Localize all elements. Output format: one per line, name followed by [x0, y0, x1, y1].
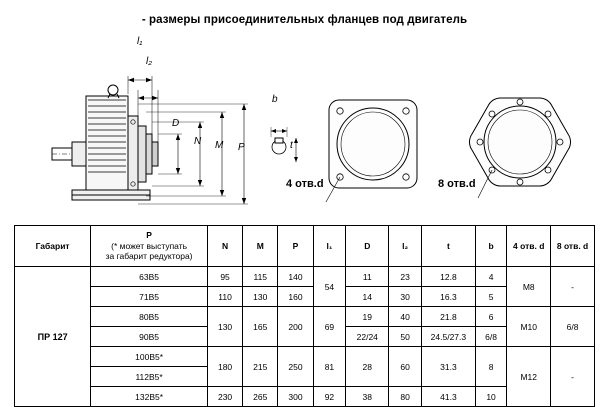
dim-label-t: t: [290, 140, 293, 151]
cell-t: 21.8: [421, 307, 475, 327]
header-p-group: [91, 226, 208, 267]
cell-model: 100B5*: [91, 347, 208, 367]
table-row: [15, 267, 595, 287]
cell-model: 90B5: [91, 327, 208, 347]
header-4-holes-d: 4 отв. d: [507, 226, 551, 267]
cell-8-holes-d: -: [551, 347, 595, 407]
callout-4-holes: 4 отв.d: [286, 178, 324, 190]
header-t: t: [421, 226, 475, 267]
cell-b: 4: [475, 267, 507, 287]
table-header-row: [15, 226, 595, 267]
cell-8-holes-d: 6/8: [551, 307, 595, 347]
cell-d: 28: [346, 347, 389, 387]
cell-b: 10: [475, 387, 507, 407]
dim-label-b: b: [272, 94, 278, 105]
dim-label-l1: l₁: [137, 36, 143, 47]
header-gabarit: Габарит: [15, 226, 91, 267]
cell-4-holes-d: M8: [507, 267, 551, 307]
dim-label-p: P: [238, 142, 245, 153]
cell-p: 200: [278, 307, 313, 347]
cell-t: 31.3: [421, 347, 475, 387]
cell-gabarit: ПР 127: [15, 267, 91, 407]
cell-l1: 69: [313, 307, 346, 347]
cell-m: 115: [243, 267, 278, 287]
cell-l1: 81: [313, 347, 346, 387]
cell-p: 140: [278, 267, 313, 287]
cell-b: 8: [475, 347, 507, 387]
cell-d: 22/24: [346, 327, 389, 347]
cell-d: 14: [346, 287, 389, 307]
header-p: P: [278, 226, 313, 267]
cell-l2: 80: [389, 387, 422, 407]
cell-model: 132B5*: [91, 387, 208, 407]
cell-p: 160: [278, 287, 313, 307]
cell-m: 130: [243, 287, 278, 307]
table-row: [15, 347, 595, 367]
cell-l2: 23: [389, 267, 422, 287]
cell-model: 63B5: [91, 267, 208, 287]
cell-b: 5: [475, 287, 507, 307]
cell-l1: 54: [313, 267, 346, 307]
cell-m: 215: [243, 347, 278, 387]
cell-d: 38: [346, 387, 389, 407]
flange-dimensions-table: [14, 225, 595, 407]
header-m: M: [243, 226, 278, 267]
cell-t: 12.8: [421, 267, 475, 287]
callout-8-holes: 8 отв.d: [438, 178, 476, 190]
cell-8-holes-d: -: [551, 267, 595, 307]
cell-n: 95: [207, 267, 242, 287]
cell-b: 6/8: [475, 327, 507, 347]
cell-l2: 60: [389, 347, 422, 387]
header-n: N: [207, 226, 242, 267]
header-p-note2: за габарит редуктора): [105, 251, 193, 262]
header-p-main: P: [146, 230, 152, 241]
cell-model: 71B5: [91, 287, 208, 307]
cell-l2: 50: [389, 327, 422, 347]
cell-l2: 40: [389, 307, 422, 327]
dim-label-n: N: [194, 136, 202, 147]
dim-label-d: D: [172, 118, 180, 129]
technical-drawing: [0, 30, 609, 215]
header-p-note1: (* может выступать: [111, 240, 188, 251]
cell-n: 130: [207, 307, 242, 347]
cell-l2: 30: [389, 287, 422, 307]
cell-model: 112B5*: [91, 367, 208, 387]
header-l1: l₁: [313, 226, 346, 267]
cell-l1: 92: [313, 387, 346, 407]
header-8-holes-d: 8 отв. d: [551, 226, 595, 267]
cell-m: 165: [243, 307, 278, 347]
cell-d: 19: [346, 307, 389, 327]
cell-d: 11: [346, 267, 389, 287]
cell-model: 80B5: [91, 307, 208, 327]
header-d: D: [346, 226, 389, 267]
table-row: [15, 307, 595, 327]
cell-m: 265: [243, 387, 278, 407]
cell-p: 250: [278, 347, 313, 387]
header-l2: l₂: [389, 226, 422, 267]
cell-t: 24.5/27.3: [421, 327, 475, 347]
cell-n: 110: [207, 287, 242, 307]
cell-p: 300: [278, 387, 313, 407]
cell-4-holes-d: M10: [507, 307, 551, 347]
header-b: b: [475, 226, 507, 267]
cell-4-holes-d: M12: [507, 347, 551, 407]
cell-b: 6: [475, 307, 507, 327]
dim-label-m: M: [215, 140, 224, 151]
page-title: - размеры присоединительных фланцев под двигатель: [141, 14, 468, 26]
cell-n: 230: [207, 387, 242, 407]
table-body: [15, 267, 595, 407]
cell-n: 180: [207, 347, 242, 387]
cell-t: 41.3: [421, 387, 475, 407]
dim-label-l2: l₂: [146, 56, 153, 67]
cell-t: 16.3: [421, 287, 475, 307]
